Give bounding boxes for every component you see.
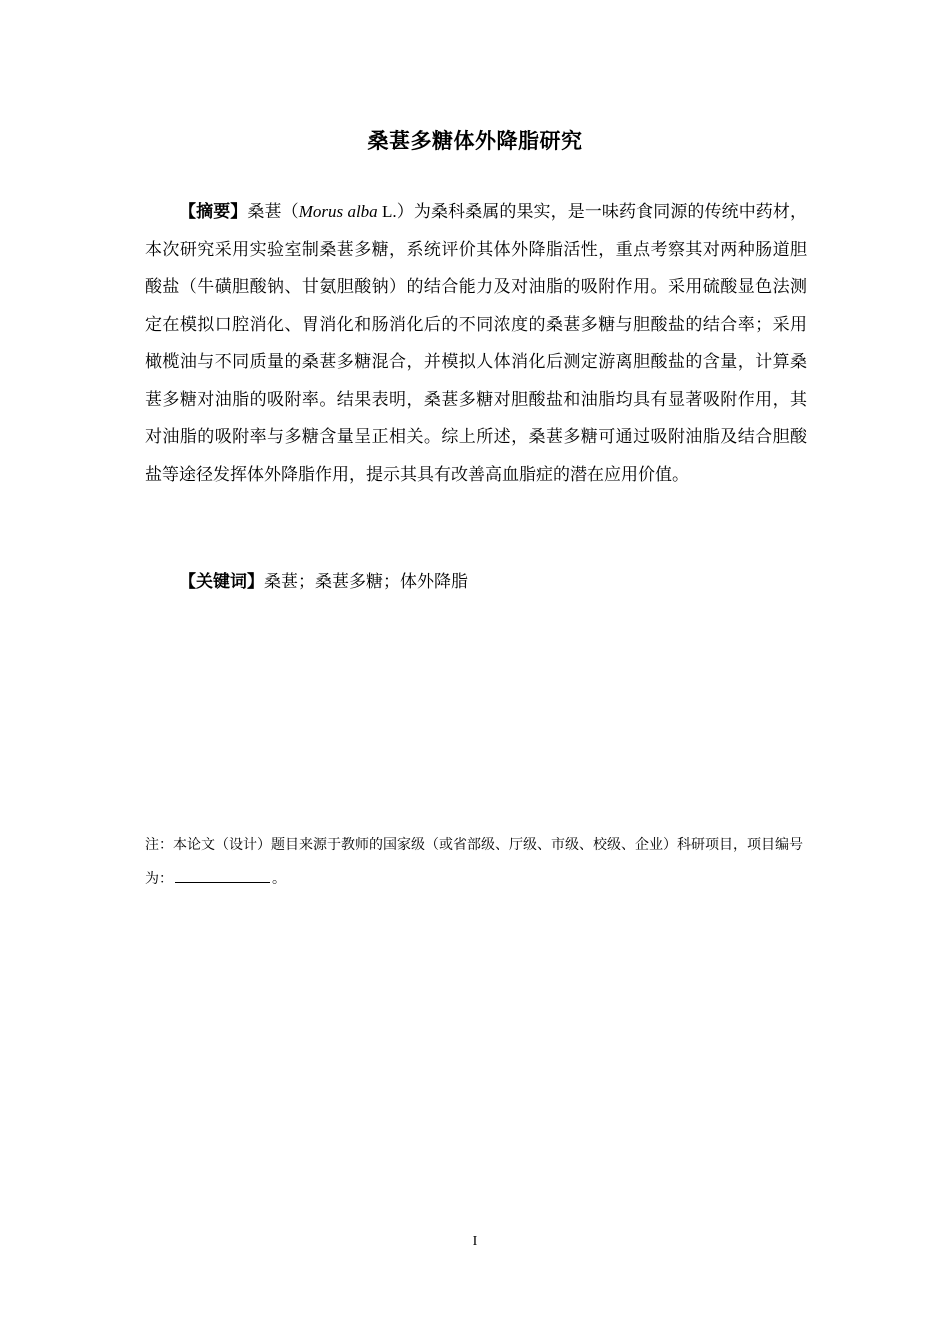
- note-suffix: 。: [272, 871, 286, 887]
- species-authority: L.: [377, 202, 397, 221]
- keywords-paragraph: [145, 565, 807, 599]
- abstract-paragraph: [145, 193, 807, 494]
- species-name: Morus alba: [298, 202, 378, 221]
- keywords-text: 桑葚；桑葚多糖；体外降脂: [264, 572, 468, 592]
- abstract-text-before-species: 桑葚（: [247, 202, 299, 222]
- paper-title: 桑葚多糖体外降脂研究: [367, 129, 583, 153]
- keywords-label: 【关键词】: [179, 572, 264, 592]
- page-number: I: [472, 1234, 478, 1249]
- note-text: 注：本论文（设计）题目来源于教师的国家级（或省部级、厅级、市级、校级、企业）科研项目，项目编号为：: [145, 837, 803, 887]
- abstract-label: 【摘要】: [179, 202, 248, 222]
- abstract-text-body: ）为桑科桑属的果实，是一味药食同源的传统中药材，本次研究采用实验室制桑葚多糖，系统评价其体外降脂活性，重点考察其对两种肠道胆酸盐（牛磺胆酸钠、甘氨胆酸钠）的结合能力及对油脂的吸附作用。采用硫酸显色法测定在模拟口腔消化、胃消化和肠消化后的不同浓度的桑葚多糖与胆酸盐的结合率；采用橄榄油与不同质量的桑葚多糖混合，并模拟人体消化后测定游离胆酸盐的含量，计算桑葚多糖对油脂的吸附率。结果表明，桑葚多糖对胆酸盐和油脂均具有显著吸附作用，其对油脂的吸附率与多糖含量呈正相关。综上所述，桑葚多糖可通过吸附油脂及结合胆酸盐等途径发挥体外降脂作用，提示其具有改善高血脂症的潜在应用价值。: [145, 202, 808, 485]
- project-number-blank: [175, 868, 270, 883]
- footnote-note: [145, 828, 807, 896]
